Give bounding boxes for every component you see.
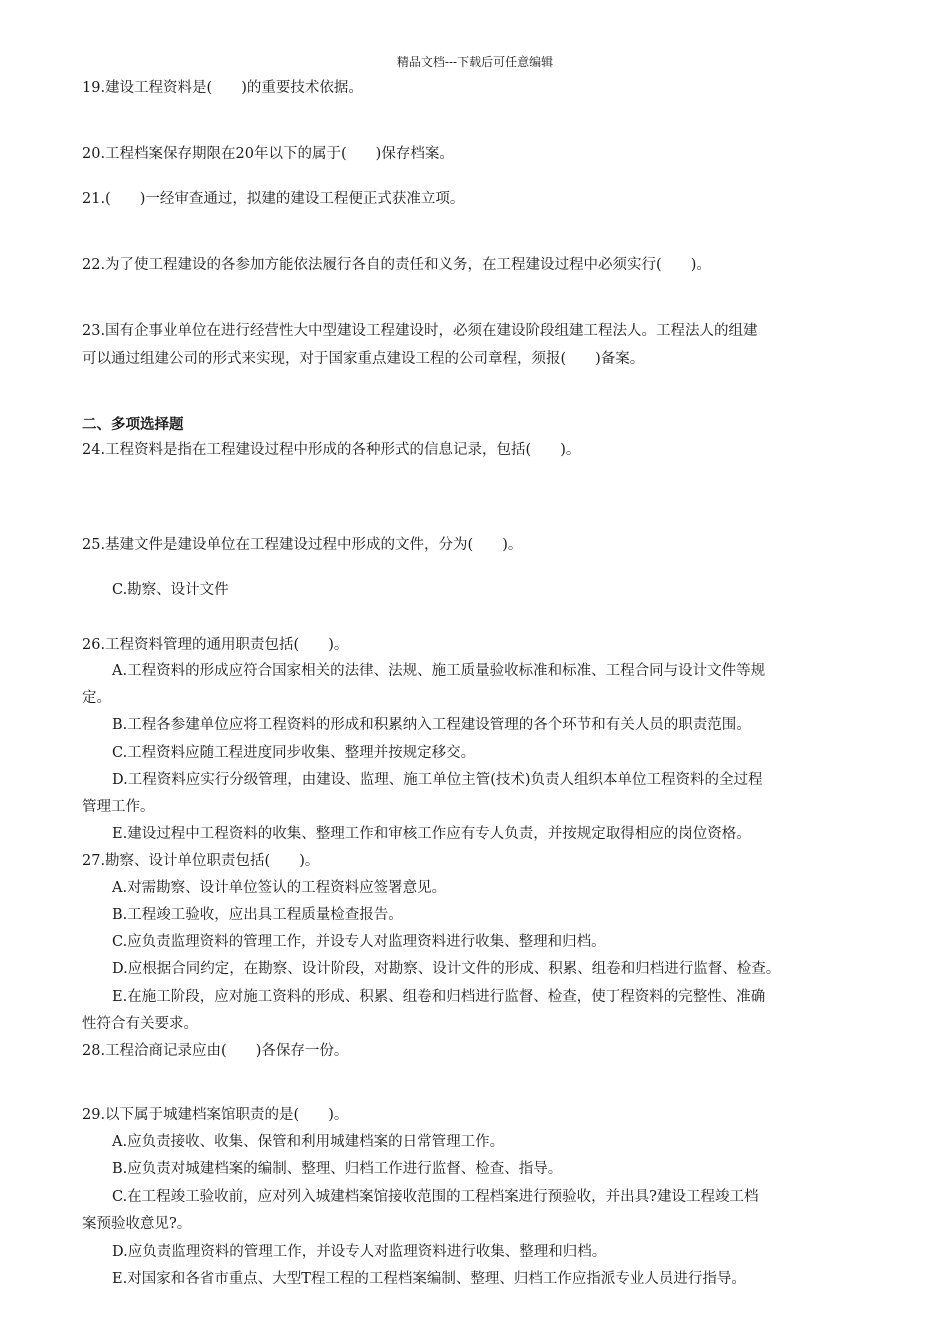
question-25-option-c: C.勘察、设计文件: [112, 582, 229, 598]
question-26-option-d-line-1: D.工程资料应实行分级管理，由建设、监理、施工单位主管(技术)负责人组织本单位工程资料的全过程: [112, 772, 763, 788]
question-25: 25.基建文件是建设单位在工程建设过程中形成的文件，分为( )。: [82, 537, 523, 553]
question-26-option-b: B.工程各参建单位应将工程资料的形成和积累纳入工程建设管理的各个环节和有关人员的职责范围。: [112, 717, 751, 733]
question-26-option-a-line-1: A.工程资料的形成应符合国家相关的法律、法规、施工质量验收标准和标准、工程合同与设计文件等规: [112, 663, 766, 679]
question-27-option-c: C.应负责监理资料的管理工作，并设专人对监理资料进行收集、整理和归档。: [112, 934, 606, 950]
question-29-option-b: B.应负责对城建档案的编制、整理、归档工作进行监督、检查、指导。: [112, 1161, 563, 1177]
question-26-option-c: C.工程资料应随工程进度同步收集、整理并按规定移交。: [112, 745, 476, 761]
question-27-option-a: A.对需勘察、设计单位签认的工程资料应签署意见。: [112, 880, 447, 896]
question-26-option-e: E.建设过程中工程资料的收集、整理工作和审核工作应有专人负责，并按规定取得相应的岗位资格。: [112, 826, 751, 842]
question-23-line-2: 可以通过组建公司的形式来实现，对于国家重点建设工程的公司章程，须报( )备案。: [82, 351, 645, 367]
page-header: 精品文档---下载后可任意编辑: [396, 55, 554, 69]
question-19: 19.建设工程资料是( )的重要技术依据。: [82, 80, 363, 96]
question-22: 22.为了使工程建设的各参加方能依法履行各自的责任和义务，在工程建设过程中必须实行( )。: [82, 257, 711, 273]
question-27-option-d: D.应根据合同约定，在勘察、设计阶段，对勘察、设计文件的形成、积累、组卷和归档进行监督、检查。: [112, 961, 781, 977]
question-21: 21.( )一经审查通过，拟建的建设工程便正式获准立项。: [82, 191, 465, 207]
question-29-option-c-line-2: 案预验收意见?。: [82, 1216, 192, 1232]
section-heading-multiple-choice: 二、多项选择题: [82, 416, 184, 433]
question-26-option-d-line-2: 管理工作。: [82, 799, 155, 815]
question-29-option-a: A.应负责接收、收集、保管和利用城建档案的日常管理工作。: [112, 1134, 505, 1150]
question-27-option-b: B.工程竣工验收，应出具工程质量检查报告。: [112, 907, 403, 923]
question-29-option-c-line-1: C.在工程竣工验收前，应对列入城建档案馆接收范围的工程档案进行预验收，并出具?建设工程竣工档: [112, 1189, 759, 1205]
question-27-option-e-line-2: 性符合有关要求。: [82, 1016, 198, 1032]
question-23-line-1: 23.国有企事业单位在进行经营性大中型建设工程建设时，必须在建设阶段组建工程法人。工程法人的组建: [82, 323, 758, 339]
question-29: 29.以下属于城建档案馆职责的是( )。: [82, 1107, 349, 1123]
question-29-option-e: E.对国家和各省市重点、大型T程工程的工程档案编制、整理、归档工作应指派专业人员进行指导。: [112, 1271, 746, 1287]
question-27-option-e-line-1: E.在施工阶段，应对施工资料的形成、积累、组卷和归档进行监督、检查，使丁程资料的完整性、准确: [112, 989, 766, 1005]
question-26-option-a-line-2: 定。: [82, 690, 111, 706]
question-28: 28.工程洽商记录应由( )各保存一份。: [82, 1043, 349, 1059]
question-29-option-d: D.应负责监理资料的管理工作，并设专人对监理资料进行收集、整理和归档。: [112, 1244, 607, 1260]
question-26: 26.工程资料管理的通用职责包括( )。: [82, 637, 349, 653]
question-20: 20.工程档案保存期限在20年以下的属于( )保存档案。: [82, 146, 454, 162]
question-27: 27.勘察、设计单位职责包括( )。: [82, 853, 320, 869]
question-24: 24.工程资料是指在工程建设过程中形成的各种形式的信息记录，包括( )。: [82, 442, 581, 458]
